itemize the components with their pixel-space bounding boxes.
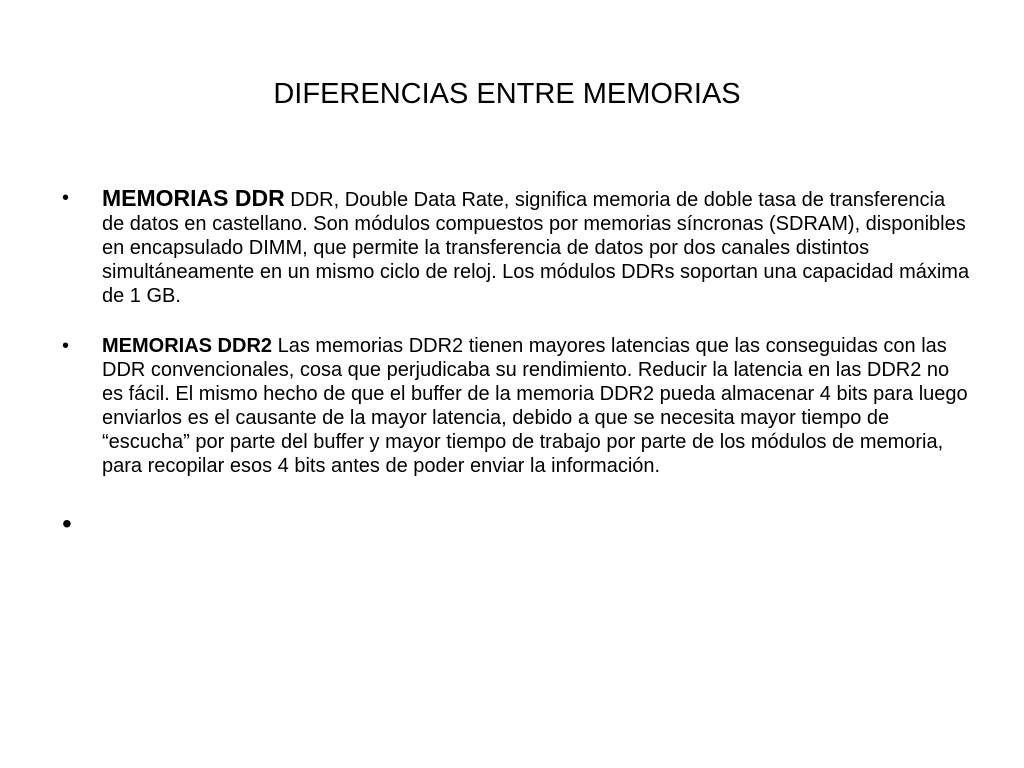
bullet-marker: • [62, 508, 72, 539]
bullet-text-ddr2: Las memorias DDR2 tienen mayores latencias que las conseguidas con las DDR convencionales, cosa que perjudicaba su rendimiento. Reducir la latencia en las DDR2 no es fácil. El mismo hecho de que el buffer de la memoria DDR2 pueda almacenar 4 bits para luego enviarlos es el causante de la mayor latencia, debido a que se necesita mayor tiempo de “escucha” por parte del buffer y mayor tiempo de trabajo por parte de los módulos de memoria, para recopilar esos 4 bits antes de poder enviar la información. [102, 335, 968, 477]
slide-title: DIFERENCIAS ENTRE MEMORIAS [273, 78, 741, 110]
bullet-term-ddr2: MEMORIAS DDR2 [102, 335, 273, 357]
bullet-marker: • [62, 335, 70, 357]
bullet-list [62, 185, 972, 539]
bullet-item-empty [62, 508, 972, 539]
bullet-marker: • [62, 187, 70, 209]
bullet-item-ddr2 [62, 334, 972, 478]
bullet-text-ddr: DDR, Double Data Rate, significa memoria de doble tasa de transferencia de datos en castellano. Son módulos compuestos por memorias síncronas (SDRAM), disponibles en encapsulado DIMM, que permite la transferencia de datos por dos canales distintos simultáneamente en un mismo ciclo de reloj. Los módulos DDRs soportan una capacidad máxima de 1 GB. [102, 189, 970, 307]
bullet-item-ddr [62, 186, 972, 308]
bullet-term-ddr: MEMORIAS DDR [102, 185, 285, 211]
